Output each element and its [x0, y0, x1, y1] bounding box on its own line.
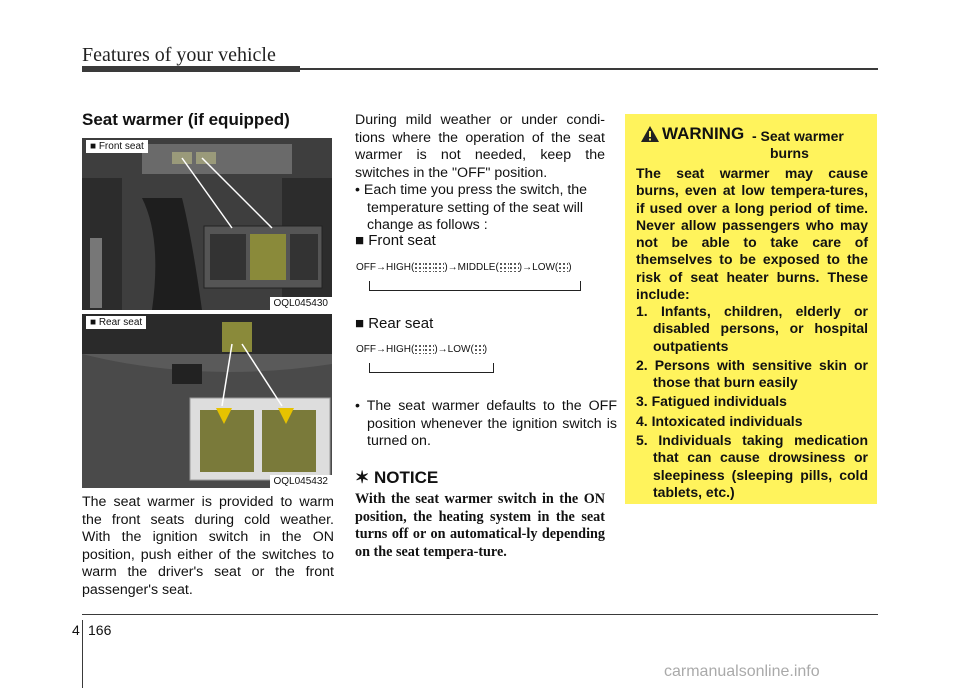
front-console-illustration — [82, 138, 332, 310]
seq-end: ) — [483, 344, 488, 355]
warning-list-item: 1. Infants, children, elderly or disabled persons, or hospital outpatients — [636, 303, 868, 354]
warning-list — [636, 303, 868, 503]
warning-intro: The seat warmer may cause burns, even at low tempera-tures, if used over a long period of time. Never allow passengers who may not be able to take care of themselves to be exposed to the risk of seat heater burns. These include: — [636, 165, 868, 303]
warning-label: WARNING — [662, 124, 745, 143]
seq-arrow: → — [376, 262, 386, 273]
watermark: carmanualsonline.info — [664, 663, 820, 680]
rear-seq-return-arrow — [369, 363, 494, 373]
heat-level-icon — [414, 262, 424, 272]
warning-subtitle: - Seat warmer — [752, 128, 844, 144]
seat-warmer-description: The seat warmer is provided to warm the front seats during cold weather. With the ignition switch in the ON position, push either of the switches to warm the driver's seat or the front passenger's seat. — [82, 494, 334, 598]
front-seat-subheading: ■ Front seat — [355, 232, 436, 249]
seq-arrow: → — [376, 344, 386, 355]
seq-low: )→LOW( — [434, 344, 474, 355]
heat-level-icon — [558, 262, 568, 272]
footer-rule — [82, 614, 878, 615]
heat-level-icon — [424, 344, 434, 354]
notice-title: ✶ NOTICE — [355, 468, 439, 487]
section-title: Seat warmer (if equipped) — [82, 110, 290, 129]
heat-level-icon — [424, 262, 434, 272]
seq-off: OFF — [356, 344, 376, 355]
warning-subtitle-2: burns — [770, 145, 809, 161]
footer-section-number: 4 — [72, 622, 80, 638]
rear-seat-sequence — [356, 344, 487, 355]
mild-weather-paragraph: During mild weather or under condi-tions where the operation of the seat warmer is not needed, keep the switches in the "OFF" position. — [355, 112, 605, 181]
seq-end: ) — [568, 262, 572, 273]
seq-high: HIGH( — [386, 262, 415, 273]
warning-list-item: 3. Fatigued individuals — [636, 393, 787, 410]
seq-high: HIGH( — [386, 344, 415, 355]
front-seat-photo-code: OQL045430 — [270, 297, 333, 310]
front-seat-photo-label: ■ Front seat — [86, 140, 148, 153]
warning-triangle-icon — [640, 125, 660, 143]
footer-page-number: 166 — [88, 622, 112, 638]
page-header-title: Features of your vehicle — [82, 44, 276, 66]
warning-list-item: 4. Intoxicated individuals — [636, 412, 803, 429]
heat-level-icon — [509, 262, 519, 272]
seq-middle: )→MIDDLE( — [444, 262, 499, 273]
header-rule — [82, 66, 300, 72]
heat-level-icon — [414, 344, 424, 354]
rear-seat-photo — [82, 314, 332, 488]
warning-list-item: 5. Individuals taking medication that can cause drowsiness or sleepiness (sleeping pills, cold tablets, etc.) — [636, 432, 868, 500]
notice-body: With the seat warmer switch in the ON position, the heating system in the seat turns off or on automatical-ly depending on the seat tempera-ture. — [355, 491, 605, 560]
front-seat-sequence — [356, 262, 572, 273]
rear-seat-photo-code: OQL045432 — [270, 475, 333, 488]
footer-divider — [82, 620, 83, 688]
heat-level-icon — [474, 344, 484, 354]
rear-seat-subheading: ■ Rear seat — [355, 315, 434, 332]
rear-door-illustration — [82, 314, 332, 488]
heat-level-icon — [499, 262, 509, 272]
seq-off: OFF — [356, 262, 376, 273]
seq-low: )→LOW( — [518, 262, 559, 273]
header-rule-thin — [300, 68, 878, 70]
bullet-press-switch: • Each time you press the switch, the temperature setting of the seat will change as follows : — [355, 182, 588, 233]
heat-level-icon — [434, 262, 444, 272]
front-seat-photo — [82, 138, 332, 310]
front-seq-return-arrow — [369, 281, 581, 291]
rear-seat-photo-label: ■ Rear seat — [86, 316, 146, 329]
warning-list-item: 2. Persons with sensitive skin or those that burn easily — [636, 356, 868, 391]
bullet-default-off: • The seat warmer defaults to the OFF position whenever the ignition switch is turned on. — [355, 398, 617, 449]
